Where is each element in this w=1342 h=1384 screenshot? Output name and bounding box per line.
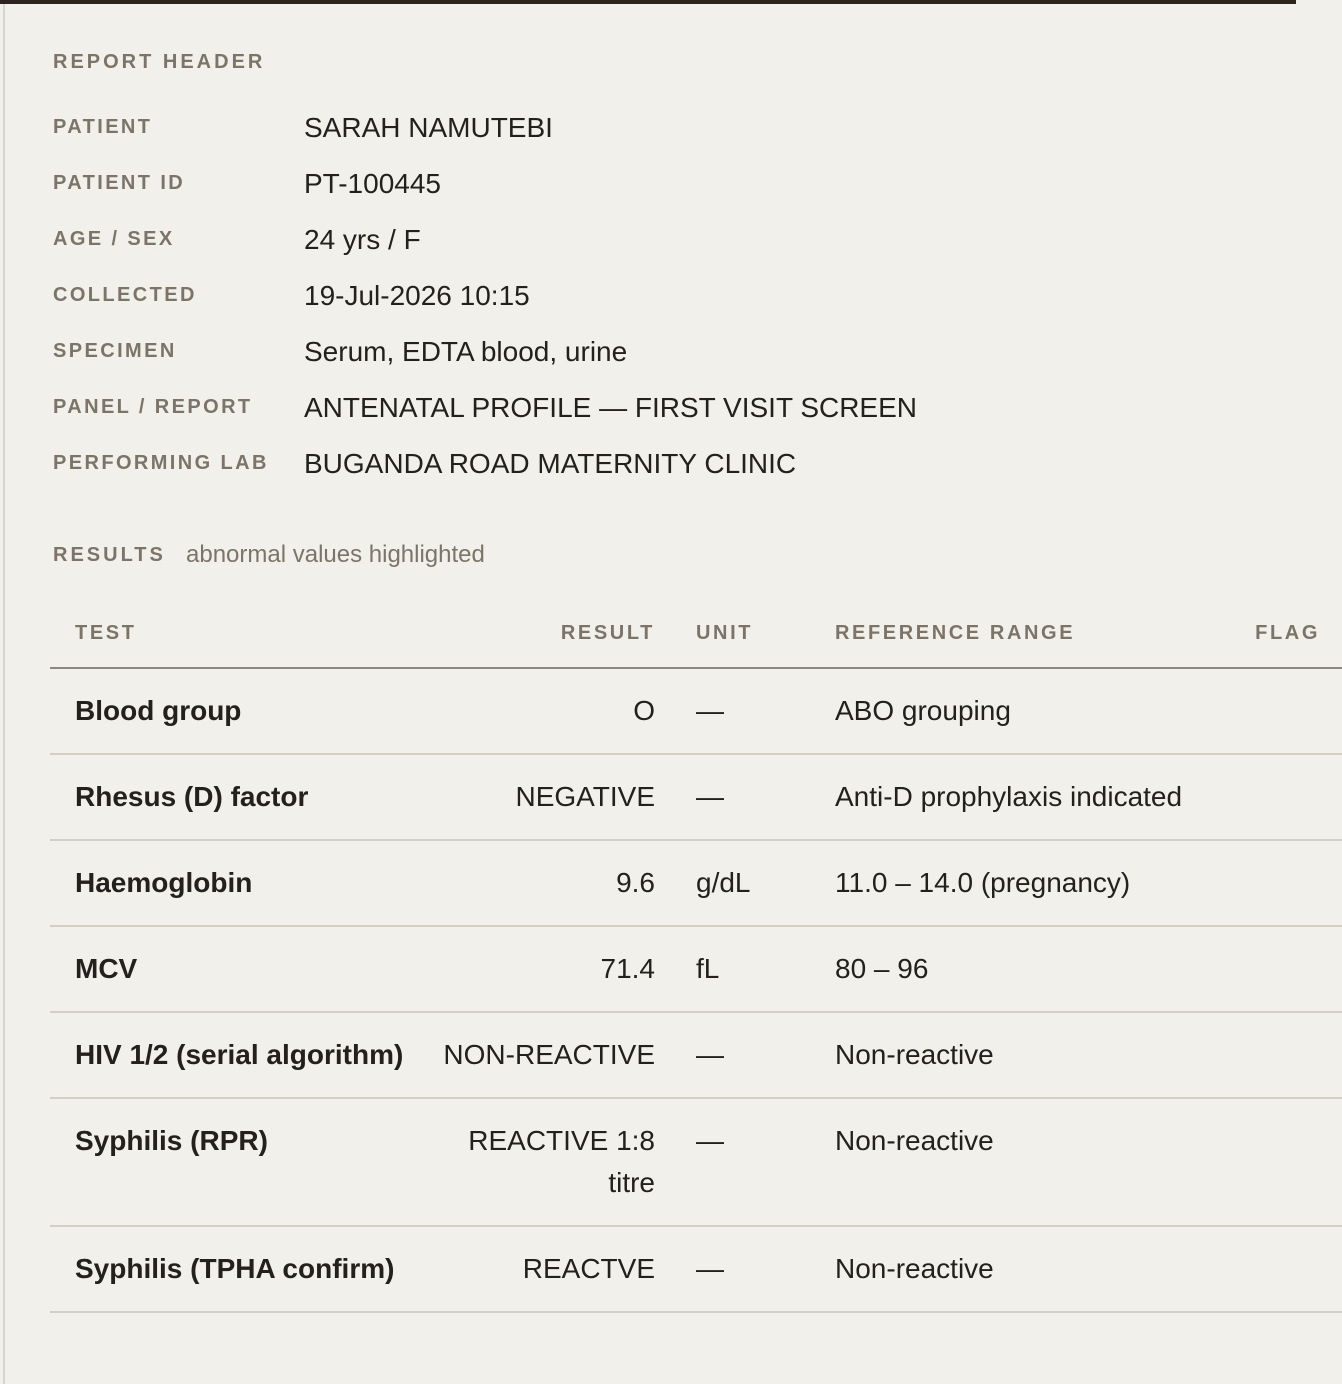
panel-report: ANTENATAL PROFILE — FIRST VISIT SCREEN bbox=[304, 392, 918, 423]
table-row bbox=[50, 926, 1342, 1012]
test-unit: fL bbox=[655, 926, 835, 1012]
header-label: PATIENT bbox=[53, 116, 153, 138]
results-note: abnormal values highlighted bbox=[186, 541, 485, 568]
test-name: Haemoglobin bbox=[50, 840, 420, 926]
header-label: COLLECTED bbox=[53, 284, 197, 306]
table-row bbox=[50, 754, 1342, 840]
column-header-result: RESULT bbox=[420, 600, 655, 668]
test-unit: — bbox=[655, 754, 835, 840]
test-unit: — bbox=[655, 1098, 835, 1226]
left-border bbox=[3, 4, 5, 1384]
test-result: NEGATIVE bbox=[420, 754, 655, 840]
age-sex: 24 yrs / F bbox=[304, 224, 421, 255]
header-label: SPECIMEN bbox=[53, 340, 177, 362]
test-flag bbox=[1200, 754, 1342, 840]
test-name: Syphilis (TPHA confirm) bbox=[50, 1226, 420, 1312]
test-name: Syphilis (RPR) bbox=[50, 1098, 420, 1226]
column-header-unit: UNIT bbox=[655, 600, 835, 668]
test-flag bbox=[1200, 1098, 1342, 1226]
test-result: NON-REACTIVE bbox=[420, 1012, 655, 1098]
test-reference: Non-reactive bbox=[835, 1012, 1200, 1098]
test-reference: Non-reactive bbox=[835, 1098, 1200, 1226]
header-label: PERFORMING LAB bbox=[53, 452, 269, 474]
test-result: 9.6 bbox=[420, 840, 655, 926]
patient-id: PT-100445 bbox=[304, 168, 441, 199]
test-result: O bbox=[420, 668, 655, 754]
column-header-test: TEST bbox=[50, 600, 420, 668]
column-header-flag: FLAG bbox=[1200, 600, 1342, 668]
test-name: Rhesus (D) factor bbox=[50, 754, 420, 840]
test-name: HIV 1/2 (serial algorithm) bbox=[50, 1012, 420, 1098]
top-accent-bar bbox=[0, 0, 1296, 4]
specimen: Serum, EDTA blood, urine bbox=[304, 336, 628, 367]
test-name: MCV bbox=[50, 926, 420, 1012]
table-row bbox=[50, 1098, 1342, 1226]
table-row bbox=[50, 668, 1342, 754]
test-result: REACTVE bbox=[420, 1226, 655, 1312]
collected-datetime: 19-Jul-2026 10:15 bbox=[304, 280, 530, 311]
table-row bbox=[50, 840, 1342, 926]
test-result: REACTIVE 1:8 titre bbox=[420, 1098, 655, 1226]
performing-lab: BUGANDA ROAD MATERNITY CLINIC bbox=[304, 448, 797, 479]
test-reference: ABO grouping bbox=[835, 668, 1200, 754]
table-header-row bbox=[50, 600, 1342, 668]
test-reference: Non-reactive bbox=[835, 1226, 1200, 1312]
header-label: PANEL / REPORT bbox=[53, 396, 253, 418]
test-flag bbox=[1200, 926, 1342, 1012]
test-flag bbox=[1200, 1226, 1342, 1312]
test-result: 71.4 bbox=[420, 926, 655, 1012]
column-header-reference: REFERENCE RANGE bbox=[835, 600, 1200, 668]
test-flag bbox=[1200, 1012, 1342, 1098]
test-unit: — bbox=[655, 1012, 835, 1098]
test-flag bbox=[1200, 840, 1342, 926]
report-header-title: REPORT HEADER bbox=[53, 51, 266, 73]
test-name: Blood group bbox=[50, 668, 420, 754]
table-row bbox=[50, 1226, 1342, 1312]
header-label: PATIENT ID bbox=[53, 172, 186, 194]
header-label: AGE / SEX bbox=[53, 228, 175, 250]
test-reference: 80 – 96 bbox=[835, 926, 1200, 1012]
test-unit: g/dL bbox=[655, 840, 835, 926]
test-unit: — bbox=[655, 1226, 835, 1312]
test-flag bbox=[1200, 668, 1342, 754]
test-unit: — bbox=[655, 668, 835, 754]
results-table bbox=[50, 600, 1342, 1313]
table-row bbox=[50, 1012, 1342, 1098]
test-reference: Anti-D prophylaxis indicated bbox=[835, 754, 1200, 840]
patient-name: SARAH NAMUTEBI bbox=[304, 112, 553, 143]
test-reference: 11.0 – 14.0 (pregnancy) bbox=[835, 840, 1200, 926]
results-title: RESULTS bbox=[53, 544, 166, 566]
